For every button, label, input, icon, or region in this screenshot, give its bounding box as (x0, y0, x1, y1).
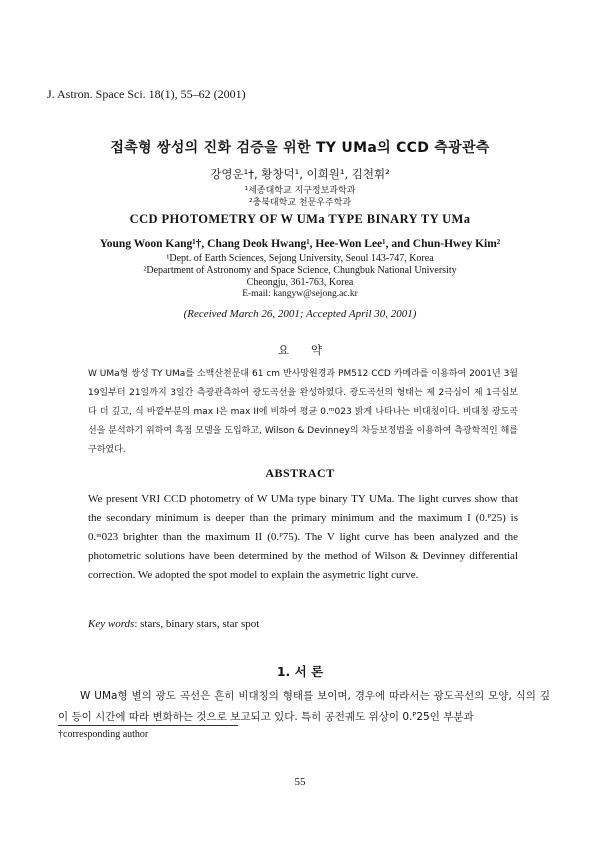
english-affiliation-3: Cheongju, 361-763, Korea (246, 277, 354, 288)
english-title: CCD PHOTOMETRY OF W UMa TYPE BINARY TY UMa (129, 212, 471, 226)
korean-affiliation-1: ¹세종대학교 지구정보과학과 (244, 186, 356, 196)
korean-abstract-text: W UMa형 쌍성 TY UMa를 소백산천문대 61 cm 반사망원경과 PM512 CCD 카메라를 이용하여 2001년 3월 19일부터 21일까지 3일간 측광관측하여 광도곡선을 완성하였다. 광도곡선의 형태는 제 2극심이 제 1극심보다 더 깊고, 식 바깥부분의 max I은 max II에 비하여 평균 0.ᵐ023 밝게 나타나는 비대칭이다. 비대칭 광도곡선을 분석하기 위하여 흑점 모델을 도입하고, Wilson & Devinney의 차등보정법을 이용하여 측광학적인 해를 구하였다. (88, 369, 518, 455)
keywords-label: Key words (88, 618, 135, 630)
section-1-text: W UMa형 별의 광도 곡선은 흔히 비대칭의 형태를 보이며, 경우에 따라서는 광도곡선의 모양, 식의 깊이 등이 시간에 따라 변화하는 것으로 보고되고 있다. 특히 공전궤도 위상이 0.ᴾ25인 부분과 (58, 690, 550, 723)
section-1-heading: 1. 서 론 (276, 664, 324, 679)
page-number: 55 (294, 776, 306, 788)
abstract-heading: ABSTRACT (265, 466, 335, 480)
korean-abstract-heading: 요약 (277, 343, 345, 357)
english-affiliation-2: ²Department of Astronomy and Space Science, Chungbuk National University (143, 265, 457, 276)
received-dates: (Received March 26, 2001; Accepted April 30, 2001) (183, 308, 417, 320)
author-email: E-mail: kangyw@sejong.ac.kr (242, 289, 358, 299)
footnote: †corresponding author (58, 729, 149, 740)
english-affiliation-1: ¹Dept. of Earth Sciences, Sejong University, Seoul 143-747, Korea (166, 253, 434, 264)
english-authors: Young Woon Kang¹†, Chang Deok Hwang¹, Hee-Won Lee¹, and Chun-Hwey Kim² (99, 238, 501, 250)
korean-affiliation-2: ²충북대학교 천문우주학과 (248, 198, 352, 208)
keywords (88, 618, 518, 630)
korean-title: 접촉형 쌍성의 진화 검증을 위한 TY UMa의 CCD 측광관측 (110, 140, 490, 156)
keywords-text: : stars, binary stars, star spot (134, 618, 260, 630)
footnote-rule (58, 725, 238, 726)
abstract-text: We present VRI CCD photometry of W UMa type binary TY UMa. The light curves show that the secondary minimum is deeper than the primary minimum and the maximum I (0.ᴾ25) is 0.ᵐ023 brighter than the maximum II (0.ᴾ75). The V light curve has been analyzed and the photometric solutions have been determined by the method of Wilson & Devinney differential correction. We adopted the spot model to explain the asymetric light curve. (88, 493, 518, 581)
korean-authors: 강영운¹†, 황창덕¹, 이희원¹, 김천휘² (210, 167, 390, 181)
journal-reference: J. Astron. Space Sci. 18(1), 55–62 (2001) (47, 87, 246, 101)
